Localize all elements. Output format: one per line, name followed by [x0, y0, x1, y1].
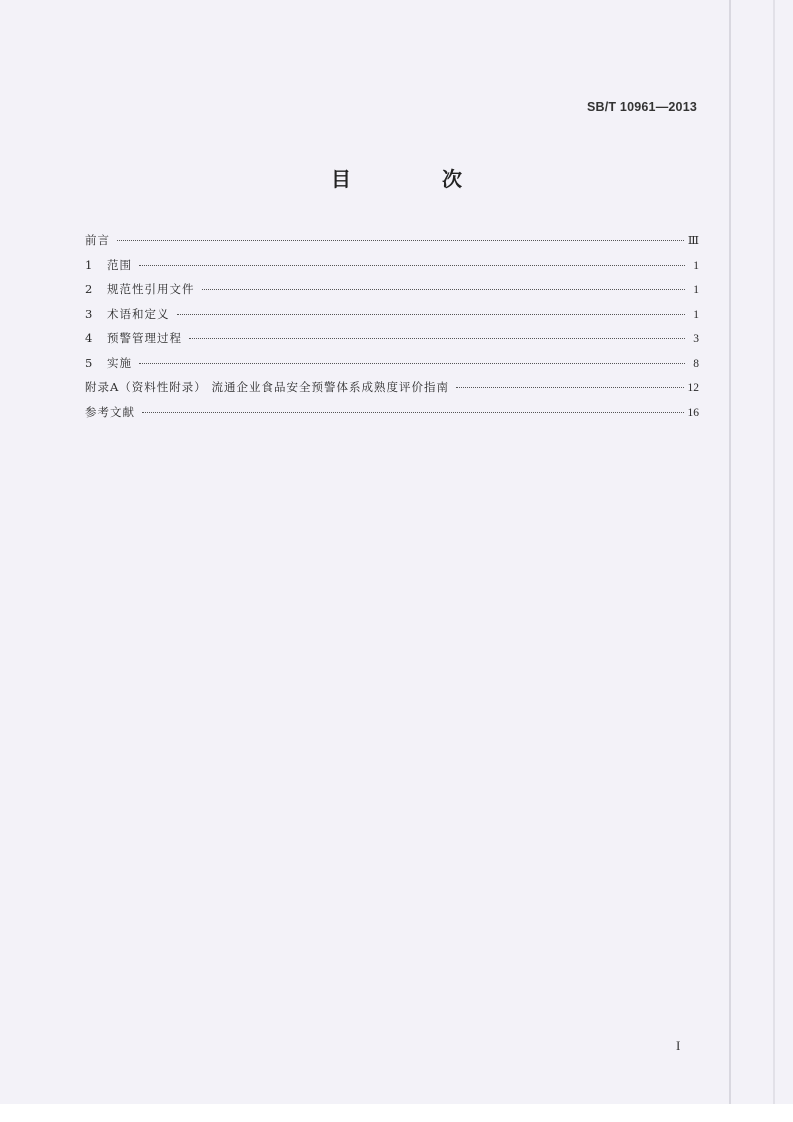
toc-entry-label: 参考文献 [85, 404, 135, 419]
toc-entry-terms-definitions[interactable] [85, 306, 699, 331]
toc-entry-implementation[interactable] [85, 355, 699, 380]
toc-entry-label: 实施 [107, 355, 132, 370]
toc-entry-normative-references[interactable] [85, 281, 699, 306]
toc-entry-page: 1 [693, 308, 699, 321]
toc-entry-scope[interactable] [85, 257, 699, 282]
toc-entry-number: 2 [85, 282, 93, 296]
toc-entry-label: 附录A（资料性附录） 流通企业食品安全预警体系成熟度评价指南 [85, 380, 449, 394]
toc-entry-bibliography[interactable] [85, 404, 699, 429]
toc-entry-number: 4 [85, 331, 93, 345]
toc-entry-warning-process[interactable] [85, 330, 699, 355]
dot-leader [456, 384, 684, 388]
toc-entry-number: 1 [85, 257, 93, 272]
toc-entry-label: 预警管理过程 [107, 331, 182, 345]
toc-entry-page: 1 [693, 284, 699, 296]
standard-code: SB/T 10961—2013 [586, 100, 697, 114]
dot-leader [139, 360, 685, 364]
toc-entry-number: 5 [85, 355, 93, 370]
toc-title: 目 次 [331, 167, 504, 191]
table-of-contents [85, 232, 699, 428]
toc-entry-annex-a[interactable] [85, 379, 699, 404]
dot-leader [202, 286, 686, 290]
page-number: I [676, 1038, 681, 1053]
toc-entry-label: 前言 [85, 233, 110, 247]
toc-entry-page: 12 [687, 382, 699, 394]
dot-leader [189, 335, 685, 339]
toc-entry-page: 8 [693, 357, 699, 370]
toc-entry-number: 3 [85, 306, 93, 321]
dot-leader [139, 262, 685, 266]
toc-entry-page: 3 [693, 333, 699, 345]
dot-leader [142, 409, 684, 413]
dot-leader [117, 237, 684, 241]
toc-entry-page: Ⅲ [687, 235, 699, 247]
toc-entry-label: 范围 [107, 257, 132, 272]
toc-entry-page: 16 [687, 406, 699, 419]
toc-entry-page: 1 [693, 259, 699, 272]
dot-leader [177, 311, 686, 315]
toc-entry-label: 规范性引用文件 [107, 282, 195, 296]
toc-entry-foreword[interactable] [85, 232, 699, 257]
toc-entry-label: 术语和定义 [107, 306, 170, 321]
